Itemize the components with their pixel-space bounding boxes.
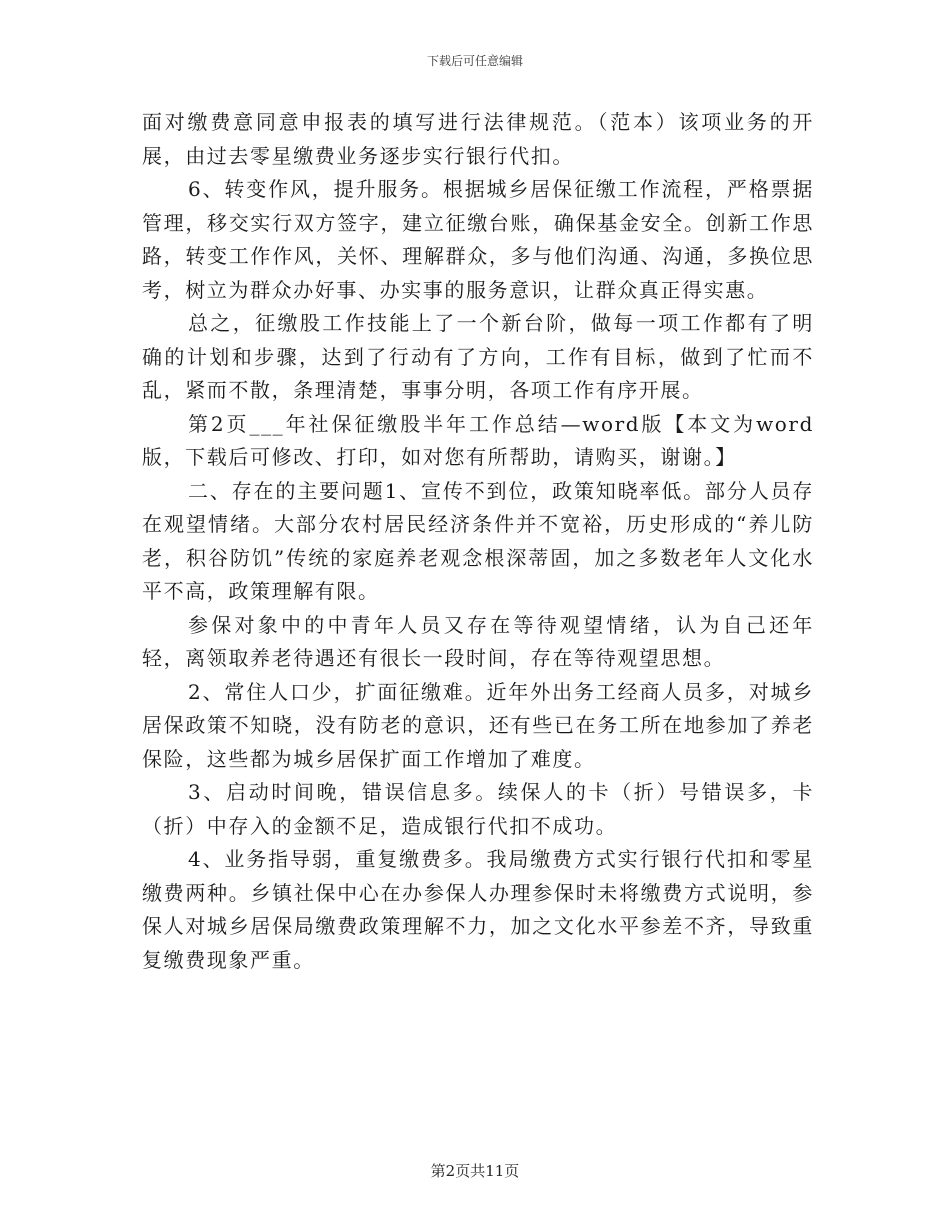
paragraph-1: 面对缴费意同意申报表的填写进行法律规范。（范本）该项业务的开展，由过去零星缴费业务逐步实行银行代扣。 xyxy=(142,110,814,168)
paragraph-2: 6、转变作风，提升服务。根据城乡居保征缴工作流程，严格票据管理，移交实行双方签字，建立征缴台账，确保基金安全。创新工作思路，转变工作作风，关怀、理解群众，多与他们沟通、沟通，多换位思考，树立为群众办好事、办实事的服务意识，让群众真正得实惠。 xyxy=(142,177,814,302)
page-footer: 第2页共11页 xyxy=(430,1162,520,1180)
paragraph-5: 二、存在的主要问题1、宣传不到位，政策知晓率低。部分人员存在观望情绪。大部分农村居民经济条件并不宽裕，历史形成的“养儿防老，积谷防饥”传统的家庭养老观念根深蒂固，加之多数老年人文化水平不高，政策理解有限。 xyxy=(142,478,814,603)
paragraph-8: 3、启动时间晚，错误信息多。续保人的卡（折）号错误多，卡（折）中存入的金额不足，造成银行代扣不成功。 xyxy=(142,780,814,838)
paragraph-4: 第2页___年社保征缴股半年工作总结—word版【本文为word版，下载后可修改、打印，如对您有所帮助，请购买，谢谢。】 xyxy=(142,411,814,469)
paragraph-6: 参保对象中的中青年人员又存在等待观望情绪，认为自己还年轻，离领取养老待遇还有很长一段时间，存在等待观望思想。 xyxy=(142,612,814,670)
paragraph-9: 4、业务指导弱，重复缴费多。我局缴费方式实行银行代扣和零星缴费两种。乡镇社保中心在办参保人办理参保时未将缴费方式说明，参保人对城乡居保局缴费政策理解不力，加之文化水平参差不齐，导致重复缴费现象严重。 xyxy=(142,847,814,972)
paragraph-3: 总之，征缴股工作技能上了一个新台阶，做每一项工作都有了明确的计划和步骤，达到了行动有了方向，工作有目标，做到了忙而不乱，紧而不散，条理清楚，事事分明，各项工作有序开展。 xyxy=(142,311,814,402)
paragraph-7: 2、常住人口少，扩面征缴难。近年外出务工经商人员多，对城乡居保政策不知晓，没有防老的意识，还有些已在务工所在地参加了养老保险，这些都为城乡居保扩面工作增加了难度。 xyxy=(142,679,814,771)
document-body xyxy=(142,106,814,977)
page-header: 下载后可任意编辑 xyxy=(426,54,523,68)
